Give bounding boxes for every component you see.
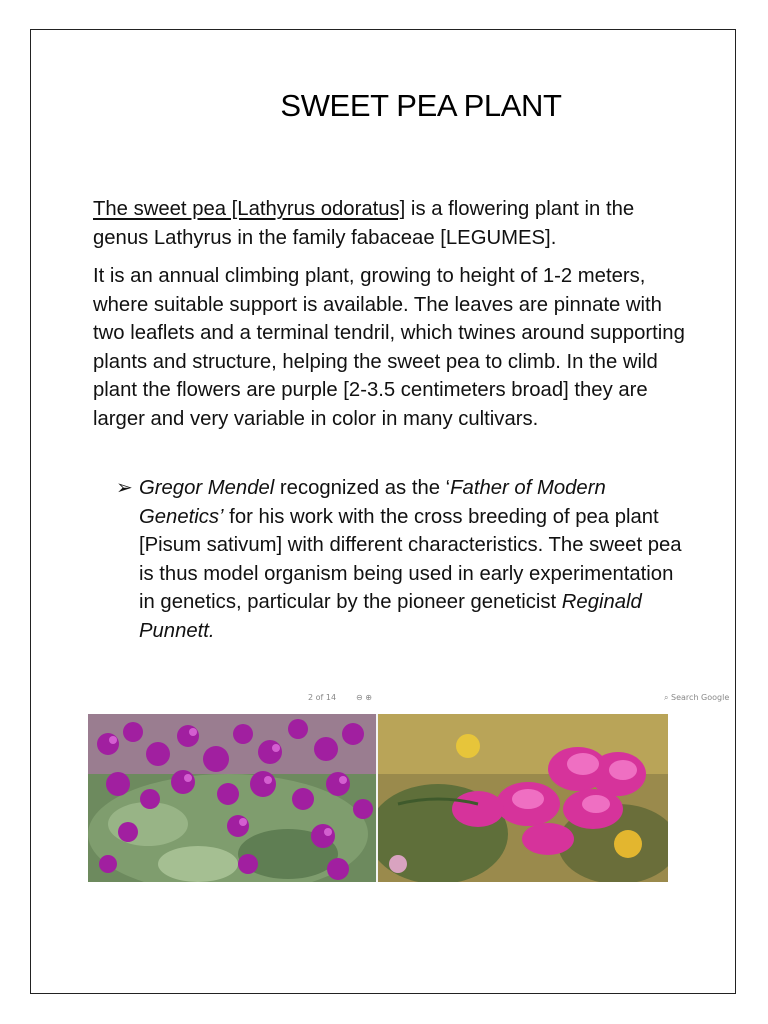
image-strip-search — [664, 693, 729, 703]
search-label: Search Google — [671, 693, 730, 702]
image-strip-page-counter: 2 of 14 — [308, 693, 337, 702]
intro-underlined-term: The sweet pea [Lathyrus odoratus] — [93, 198, 406, 220]
intro-rest: is a flowering plant in the genus Lathyrus in the family fabaceae [LEGUMES]. — [93, 198, 635, 249]
bullet-text — [139, 474, 684, 646]
paragraph-description: It is an annual climbing plant, growing to height of 1-2 meters, where suitable support is available. The leaves are pinnate with two leaflets and a terminal tendril, which twines around supporting plants and structure, helping the sweet pea to climb. In the wild plant the flowers are purple [2-3.5 centimeters broad] they are larger and very variable in color in many cultivars. — [93, 265, 685, 430]
search-icon: ⌕ — [664, 693, 672, 702]
page-title: SWEET PEA PLANT — [280, 88, 562, 123]
bullet-text-2: for his work with the cross breeding of pea plant [Pisum sativum] with different characteristics. The sweet pea is thus model organism being used in early experimentation in genetics, particular by the pioneer geneticist — [139, 505, 682, 614]
punnett-name: Reginald Punnett. — [139, 591, 642, 642]
father-of-genetics-quote: Father of Modern Genetics’ — [139, 477, 606, 528]
pink-sweet-pea-photo — [378, 714, 668, 882]
mendel-name: Gregor Mendel — [139, 477, 275, 499]
photo-strip — [88, 714, 668, 882]
arrow-bullet-icon: ➢ — [116, 477, 133, 499]
paragraph-intro — [93, 195, 693, 252]
purple-sweet-pea-photo — [88, 714, 376, 882]
zoom-out-icon: ⊖ ⊕ — [356, 693, 372, 702]
bullet-text-1: recognized as the ‘ — [274, 477, 451, 499]
